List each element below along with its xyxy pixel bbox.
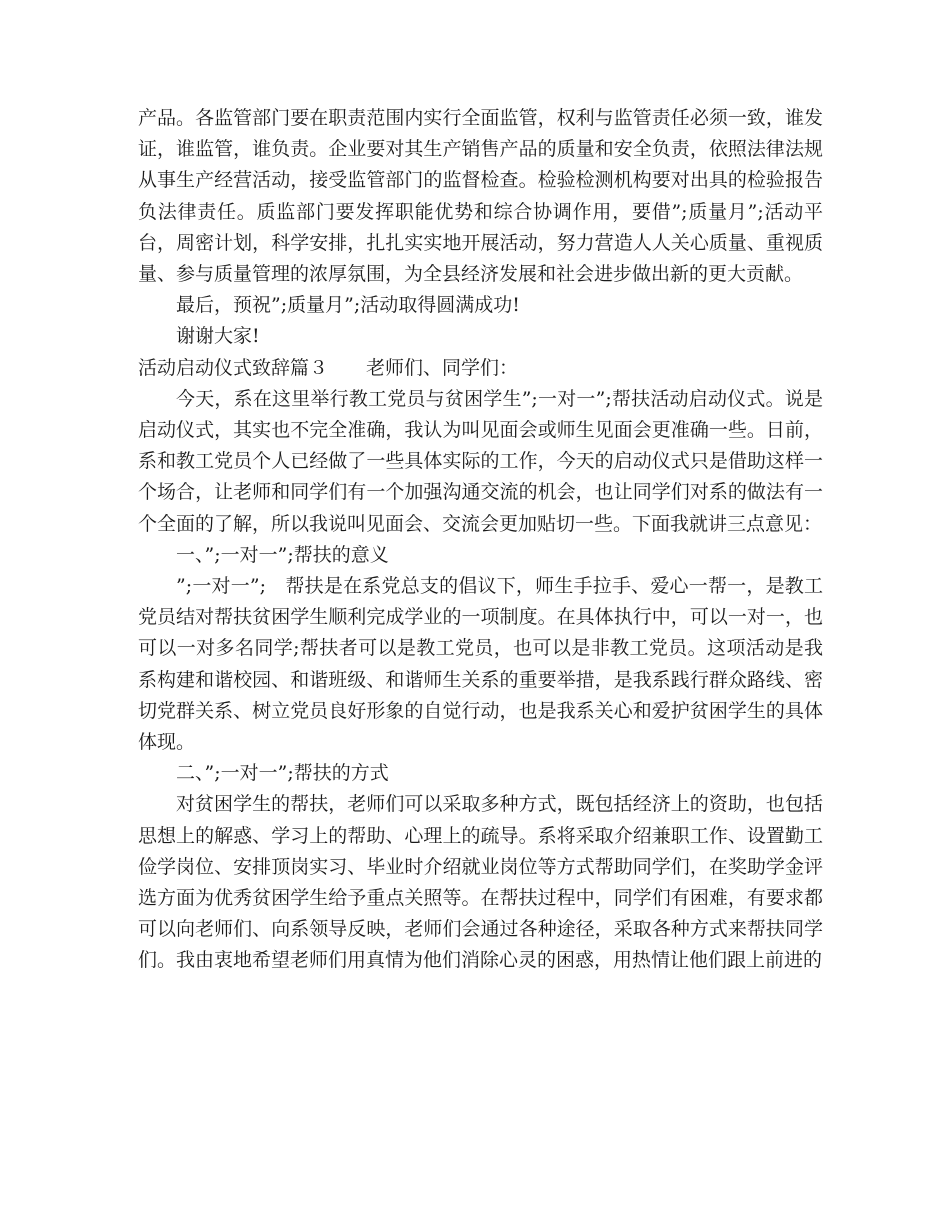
- section-heading-speech-3: 活动启动仪式致辞篇３ 老师们、同学们：: [138, 356, 519, 379]
- paragraph-opening: 今天，系在这里举行教工党员与贫困学生”;一对一”;帮扶活动启动仪式。说是启动仪式，其实也不完全准确，我认为叫见面会或师生见面会更准确一些。日前，系和教工党员个人已经做了一些具体实际的工作，今天的启动仪式只是借助这样一个场合，让老师和同学们有一个加强沟通交流的机会，也让同学们对系的做法有一个全面的了解，所以我说叫见面会、交流会更加贴切一些。下面我就讲三点意见：: [138, 387, 823, 535]
- document-body: [138, 103, 823, 977]
- paragraph-intro-continuation: 产品。各监管部门要在职责范围内实行全面监管，权利与监管责任必须一致，谁发证，谁监管，谁负责。企业要对其生产销售产品的质量和安全负责，依照法律法规从事生产经营活动，接受监管部门的监督检查。检验检测机构要对出具的检验报告负法律责任。质监部门要发挥职能优势和综合协调作用，要借”;质量月”;活动平台，周密计划，科学安排，扎扎实实地开展活动，努力营造人人关心质量、重视质量、参与质量管理的浓厚氛围，为全县经济发展和社会进步做出新的更大贡献。: [138, 107, 823, 286]
- paragraph-significance: ”;一对一”; 帮扶是在系党总支的倡议下，师生手拉手、爱心一帮一，是教工党员结对帮扶贫困学生顺利完成学业的一项制度。在具体执行中，可以一对一，也可以一对多名同学;帮扶者可以是教工党员，也可以是非教工党员。这项活动是我系构建和谐校园、和谐班级、和谐师生关系的重要举措，是我系践行群众路线、密切党群关系、树立党员良好形象的自觉行动，也是我系关心和爱护贫困学生的具体体现。: [138, 575, 823, 754]
- paragraph-closing-wish: 最后，预祝”;质量月”;活动取得圆满成功!: [176, 294, 520, 317]
- paragraph-methods: 对贫困学生的帮扶，老师们可以采取多种方式，既包括经济上的资助，也包括思想上的解惑、学习上的帮助、心理上的疏导。系将采取介绍兼职工作、设置勤工俭学岗位、安排顶岗实习、毕业时介绍就业岗位等方式帮助同学们，在奖助学金评选方面为优秀贫困学生给予重点关照等。在帮扶过程中，同学们有困难，有要求都可以向老师们、向系领导反映，老师们会通过各种途径，采取各种方式来帮扶同学们。我由衷地希望老师们用真情为他们消除心灵的困惑，用热情让他们跟上前进的: [138, 793, 823, 972]
- subheading-methods: 二、”;一对一”;帮扶的方式: [176, 762, 389, 785]
- subheading-significance: 一、”;一对一”;帮扶的意义: [176, 543, 389, 566]
- paragraph-thanks: 谢谢大家!: [176, 325, 260, 348]
